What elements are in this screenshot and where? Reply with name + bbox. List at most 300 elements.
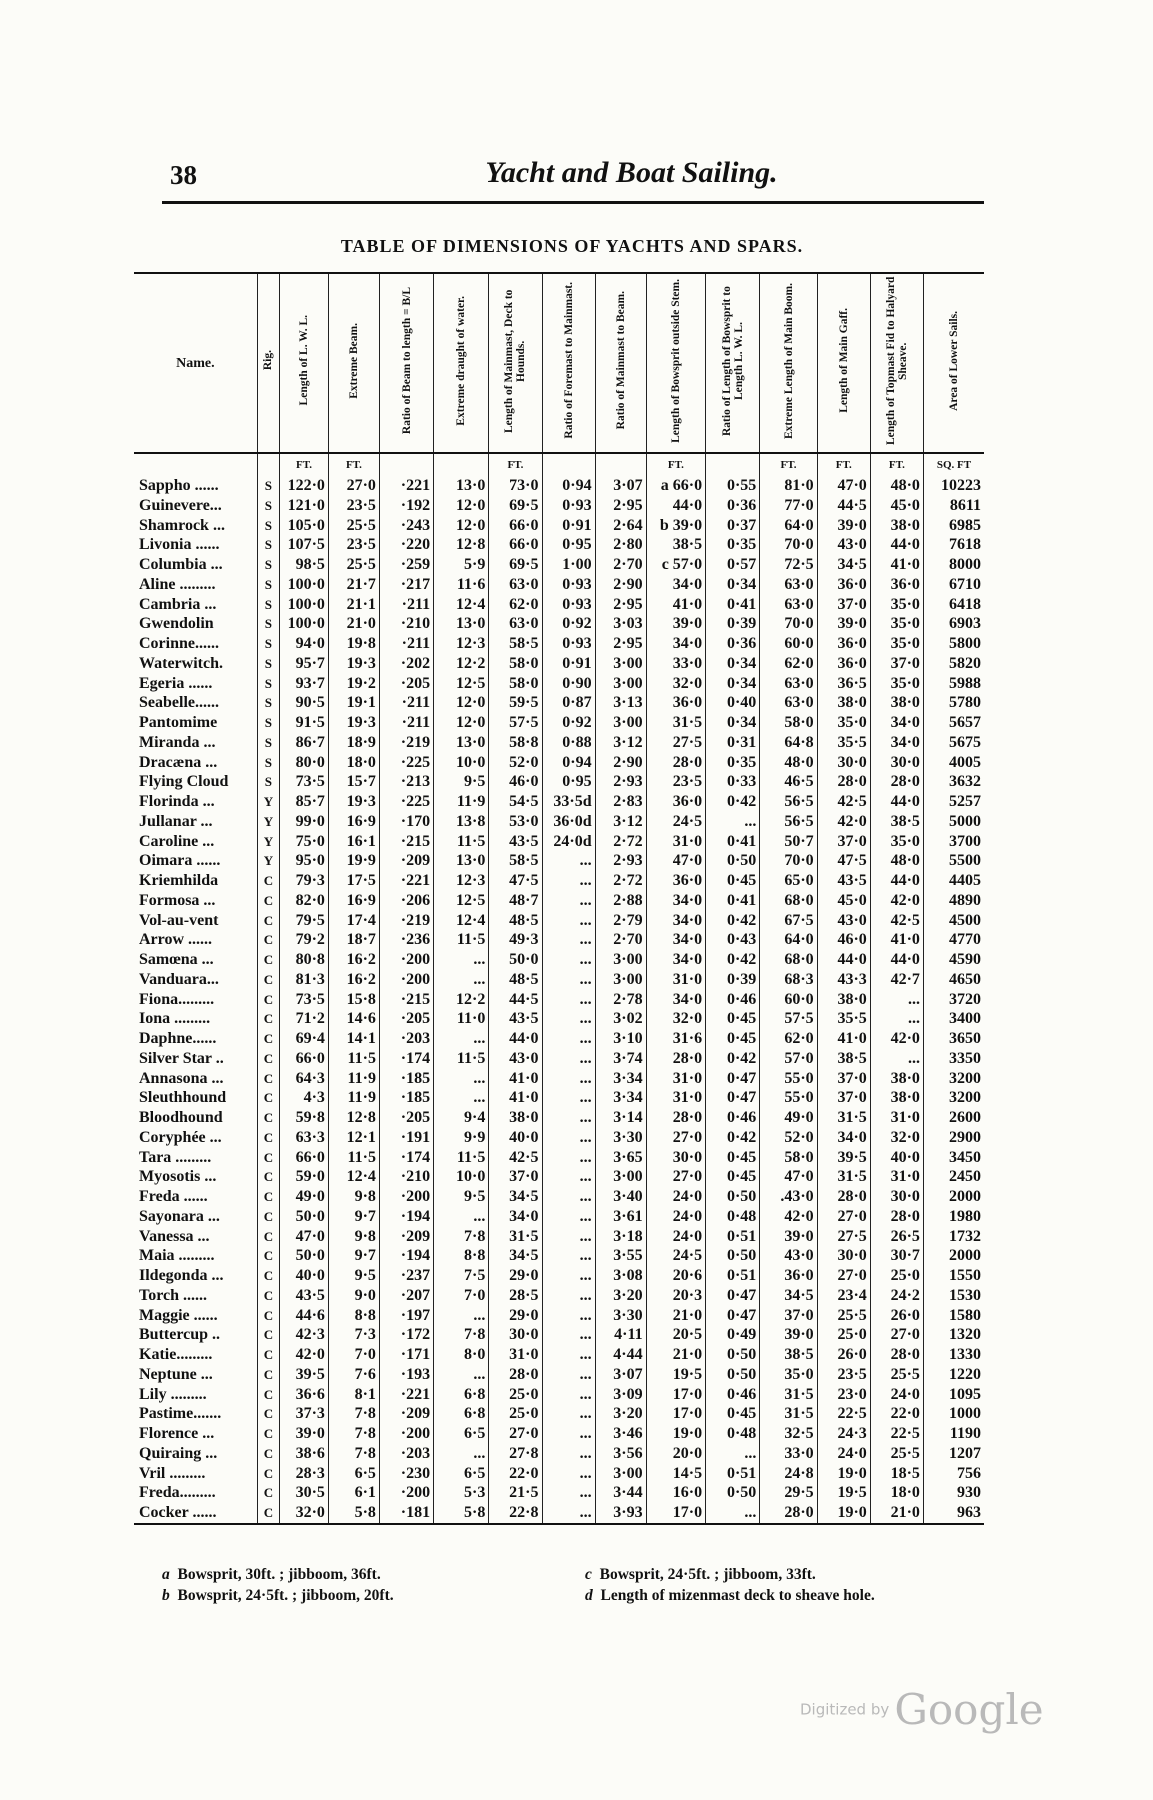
table-cell: 39·0 [646,614,706,634]
table-row [134,1424,984,1444]
table-cell: 67·5 [760,911,817,931]
table-cell: 8·8 [434,1246,489,1266]
table-cell: 23·5 [646,772,706,792]
table-cell: 2·95 [595,634,646,654]
table-cell: 50·0 [489,950,542,970]
table-cell: 0·47 [706,1088,760,1108]
table-cell: 41·0 [870,930,923,950]
table-cell: 0·36 [706,634,760,654]
table-cell: ·174 [379,1049,433,1069]
table-cell: 31·6 [646,1029,706,1049]
table-cell: ·211 [379,634,433,654]
rig-cell: S [257,595,279,615]
table-cell: 0·90 [542,674,595,694]
table-cell: 59·0 [280,1167,329,1187]
table-row [134,970,984,990]
table-cell: 28·0 [870,1207,923,1227]
table-cell: 28·0 [870,1345,923,1365]
table-cell: 31·0 [646,970,706,990]
table-cell: ... [542,1385,595,1405]
table-cell: 2600 [923,1108,984,1128]
yacht-name-cell: Pantomime [134,713,257,733]
yacht-name-cell: Guinevere... [134,496,257,516]
table-cell: 22·5 [817,1404,870,1424]
table-cell: 73·5 [280,990,329,1010]
table-cell: 8·8 [328,1306,379,1326]
table-cell: 42·3 [280,1325,329,1345]
table-cell: 39·0 [817,516,870,536]
table-cell: 35·5 [817,1009,870,1029]
rig-cell: C [257,1128,279,1148]
table-cell: 12·3 [434,871,489,891]
table-cell: ·200 [379,970,433,990]
table-cell: 55·0 [760,1069,817,1089]
table-cell: ·243 [379,516,433,536]
table-cell: 25·0 [870,1266,923,1286]
yacht-name-cell: Coryphée ... [134,1128,257,1148]
rig-cell: C [257,950,279,970]
rig-cell: C [257,911,279,931]
table-cell: 27·0 [328,476,379,496]
table-row [134,476,984,496]
table-cell: ... [542,950,595,970]
yacht-name-cell: Tara ......... [134,1148,257,1168]
table-cell: 0·94 [542,753,595,773]
table-cell: 41·0 [489,1069,542,1089]
column-header: Length of Main Gaff. [817,273,870,453]
table-cell: ... [542,1069,595,1089]
table-cell: ·210 [379,614,433,634]
table-cell: 100·0 [280,575,329,595]
table-row [134,516,984,536]
page-number: 38 [170,160,197,190]
yacht-name-cell: Freda......... [134,1483,257,1503]
table-cell: 36·6 [280,1385,329,1405]
table-cell: 58·5 [489,634,542,654]
yacht-name-cell: Bloodhound [134,1108,257,1128]
table-cell: 28·0 [646,1049,706,1069]
table-cell: 0·93 [542,496,595,516]
table-cell: 7·8 [328,1424,379,1444]
table-cell: 64·8 [760,733,817,753]
table-cell: 55·0 [760,1088,817,1108]
table-cell: 34·0 [646,930,706,950]
unit-cell: FT. [646,453,706,476]
table-cell: 6·5 [434,1424,489,1444]
table-cell: 0·34 [706,654,760,674]
table-cell: 57·5 [489,713,542,733]
table-cell: 0·50 [706,851,760,871]
table-cell: 5820 [923,654,984,674]
table-cell: 42·0 [870,891,923,911]
table-cell: 2·72 [595,871,646,891]
yacht-name-cell: Maggie ...... [134,1306,257,1326]
table-row [134,772,984,792]
table-cell: 59·5 [489,693,542,713]
column-header: Length of Topmast Fid to Halyard Sheave. [870,273,923,453]
table-cell: ·203 [379,1444,433,1464]
yacht-name-cell: Cambria ... [134,595,257,615]
table-cell: 0·42 [706,911,760,931]
table-cell: 0·35 [706,753,760,773]
table-cell: 11·5 [434,1148,489,1168]
table-cell: 23·5 [328,496,379,516]
column-header: Length of L. W. L. [280,273,329,453]
table-cell: 37·3 [280,1404,329,1424]
table-cell: 24·5 [646,1246,706,1266]
table-cell: 0·35 [706,535,760,555]
unit-cell: FT. [489,453,542,476]
table-cell: 58·0 [489,674,542,694]
table-cell: 6·5 [328,1464,379,1484]
table-cell: 29·0 [489,1306,542,1326]
table-cell: 0·42 [706,950,760,970]
table-cell: 10·0 [434,753,489,773]
yacht-name-cell: Formosa ... [134,891,257,911]
table-cell: 14·5 [646,1464,706,1484]
table-cell: 0·87 [542,693,595,713]
rig-cell: C [257,1404,279,1424]
table-cell: ... [706,1444,760,1464]
table-cell: 33·5d [542,792,595,812]
table-cell: ·225 [379,792,433,812]
table-cell: 19·2 [328,674,379,694]
table-cell: 7·0 [434,1286,489,1306]
yacht-name-cell: Vril ......... [134,1464,257,1484]
table-cell: 27·0 [870,1325,923,1345]
table-cell: 64·0 [760,930,817,950]
table-cell: 25·0 [489,1385,542,1405]
table-cell: 0·51 [706,1227,760,1247]
table-cell: ... [542,1167,595,1187]
yacht-name-cell: Cocker ...... [134,1503,257,1524]
rig-cell: C [257,871,279,891]
table-cell: 73·5 [280,772,329,792]
column-header: Extreme draught of water. [434,273,489,453]
google-watermark: Digitized by Google [800,1685,1044,1734]
table-cell: 19·1 [328,693,379,713]
table-cell: 38·5 [870,812,923,832]
table-cell: 28·3 [280,1464,329,1484]
table-cell: 44·0 [870,535,923,555]
table-cell: 38·5 [817,1049,870,1069]
table-cell: 2·83 [595,792,646,812]
table-cell: 16·2 [328,950,379,970]
table-cell: 63·3 [280,1128,329,1148]
table-row [134,1246,984,1266]
table-cell: 2·88 [595,891,646,911]
table-cell: 44·5 [817,496,870,516]
rig-cell: C [257,1266,279,1286]
rig-cell: C [257,930,279,950]
table-cell: ·181 [379,1503,433,1524]
table-cell: 39·0 [817,614,870,634]
table-cell: 38·0 [489,1108,542,1128]
table-cell: 16·9 [328,891,379,911]
table-row [134,1483,984,1503]
table-cell: 4890 [923,891,984,911]
table-cell: 24·0 [870,1385,923,1405]
table-cell: 18·7 [328,930,379,950]
table-cell: 52·0 [760,1128,817,1148]
table-cell: 41·0 [489,1088,542,1108]
table-cell: 17·4 [328,911,379,931]
table-body [134,453,984,1524]
table-cell: 28·0 [870,772,923,792]
table-cell: 3200 [923,1069,984,1089]
table-cell: 12·0 [434,496,489,516]
table-cell: 35·5 [817,733,870,753]
yacht-name-cell: Caroline ... [134,832,257,852]
table-cell: ... [542,1187,595,1207]
table-cell: 93·7 [280,674,329,694]
table-cell: c 57·0 [646,555,706,575]
table-cell: 31·5 [817,1167,870,1187]
table-cell: 68·0 [760,950,817,970]
rig-cell: S [257,496,279,516]
table-cell: 37·0 [817,1069,870,1089]
table-cell: 62·0 [760,654,817,674]
table-row [134,634,984,654]
table-cell: 48·7 [489,891,542,911]
yacht-name-cell: Vol-au-vent [134,911,257,931]
table-cell: 3400 [923,1009,984,1029]
table-cell: 24·2 [870,1286,923,1306]
table-cell: 12·0 [434,713,489,733]
yacht-name-cell: Dracæna ... [134,753,257,773]
table-cell: 3·65 [595,1148,646,1168]
table-cell: ... [542,1108,595,1128]
table-cell: 42·0 [870,1029,923,1049]
yacht-name-cell: Sappho ...... [134,476,257,496]
table-cell: 12·4 [328,1167,379,1187]
table-cell: 930 [923,1483,984,1503]
table-row [134,1345,984,1365]
table-cell: 36·0 [646,693,706,713]
table-cell: 63·0 [760,674,817,694]
table-cell: 12·5 [434,891,489,911]
table-cell: 36·0 [870,575,923,595]
rig-cell: C [257,1088,279,1108]
rig-cell: Y [257,832,279,852]
table-cell: 58·0 [489,654,542,674]
table-row [134,1049,984,1069]
yacht-name-cell: Lily ......... [134,1385,257,1405]
table-cell: 0·33 [706,772,760,792]
table-cell: 3·00 [595,674,646,694]
table-cell: ... [542,990,595,1010]
table-cell: ·215 [379,990,433,1010]
table-cell: 3350 [923,1049,984,1069]
table-cell: 28·0 [646,753,706,773]
table-cell: 31·0 [646,1088,706,1108]
table-cell: 40·0 [870,1148,923,1168]
table-cell: 44·0 [870,950,923,970]
table-cell: 9·5 [434,772,489,792]
table-cell: ... [434,970,489,990]
table-cell: 58·8 [489,733,542,753]
table-cell: 105·0 [280,516,329,536]
rig-cell: S [257,693,279,713]
table-cell: 62·0 [489,595,542,615]
table-cell: 37·0 [817,595,870,615]
table-cell: 63·0 [760,595,817,615]
table-cell: 0·47 [706,1286,760,1306]
table-cell: 21·0 [646,1345,706,1365]
table-cell: ... [542,930,595,950]
table-cell: ... [542,1246,595,1266]
table-row [134,1325,984,1345]
table-cell: 0·93 [542,595,595,615]
table-cell: 9·5 [328,1266,379,1286]
table-cell: 30·0 [646,1148,706,1168]
table-cell: 3200 [923,1088,984,1108]
unit-cell [379,453,433,476]
yacht-name-cell: Daphne...... [134,1029,257,1049]
table-cell: 90·5 [280,693,329,713]
column-header: Name. [134,273,257,453]
table-cell: 17·0 [646,1404,706,1424]
table-row [134,911,984,931]
table-cell: 95·7 [280,654,329,674]
rig-cell: C [257,1029,279,1049]
table-cell: 49·3 [489,930,542,950]
table-cell: 1732 [923,1227,984,1247]
rig-cell: Y [257,792,279,812]
table-cell: 0·31 [706,733,760,753]
table-cell: 2·90 [595,753,646,773]
rig-cell: C [257,1148,279,1168]
table-cell: 1980 [923,1207,984,1227]
table-cell: 47·0 [817,476,870,496]
table-cell: 48·0 [870,851,923,871]
table-cell: 25·5 [870,1365,923,1385]
table-cell: 27·8 [489,1444,542,1464]
table-cell: 11·9 [328,1069,379,1089]
table-cell: 44·0 [646,496,706,516]
rig-cell: Y [257,812,279,832]
table-cell: ·193 [379,1365,433,1385]
table-cell: 35·0 [760,1365,817,1385]
table-cell: 12·5 [434,674,489,694]
table-cell: 72·5 [760,555,817,575]
table-cell: 9·7 [328,1207,379,1227]
table-cell: 19·9 [328,851,379,871]
table-cell: ·221 [379,1385,433,1405]
table-cell: 47·0 [280,1227,329,1247]
table-cell: 2·95 [595,595,646,615]
rig-cell: S [257,535,279,555]
table-cell: ... [434,1029,489,1049]
table-cell: 3720 [923,990,984,1010]
table-row [134,1444,984,1464]
table-cell: 0·46 [706,1108,760,1128]
table-cell: 0·45 [706,1404,760,1424]
table-cell: ·237 [379,1266,433,1286]
table-cell: 19·3 [328,713,379,733]
table-cell: 756 [923,1464,984,1484]
table-cell: 17·5 [328,871,379,891]
table-cell: 22·0 [870,1404,923,1424]
table-cell: 47·5 [817,851,870,871]
table-cell: 65·0 [760,871,817,891]
table-cell: 3·03 [595,614,646,634]
table-cell: 2450 [923,1167,984,1187]
table-cell: 19·3 [328,654,379,674]
table-cell: 21·7 [328,575,379,595]
table-cell: 34·0 [646,950,706,970]
table-cell: 11·0 [434,1009,489,1029]
table-row [134,1266,984,1286]
table-cell: ·209 [379,1227,433,1247]
table-cell: ·219 [379,733,433,753]
table-cell: ·170 [379,812,433,832]
table-cell: ·211 [379,693,433,713]
table-cell: 58·0 [760,713,817,733]
table-cell: 0·39 [706,970,760,990]
column-header: Extreme Beam. [328,273,379,453]
table-cell: 20·6 [646,1266,706,1286]
table-cell: ·236 [379,930,433,950]
table-cell: 31·5 [489,1227,542,1247]
table-cell: 0·94 [542,476,595,496]
table-row [134,1207,984,1227]
table-row [134,1227,984,1247]
table-cell: ·194 [379,1207,433,1227]
table-cell: ·221 [379,476,433,496]
table-cell: 9·7 [328,1246,379,1266]
unit-cell: FT. [870,453,923,476]
table-cell: 3·00 [595,970,646,990]
table-cell: 40·0 [489,1128,542,1148]
table-cell: 12·4 [434,595,489,615]
table-cell: 57·0 [760,1049,817,1069]
table-cell: 41·0 [646,595,706,615]
table-cell: 95·0 [280,851,329,871]
table-cell: 39·0 [760,1227,817,1247]
table-cell: ... [542,911,595,931]
table-cell: 2000 [923,1246,984,1266]
table-cell: 24·0 [646,1207,706,1227]
table-cell: 0·93 [542,634,595,654]
table-cell: 6·8 [434,1385,489,1405]
table-row [134,535,984,555]
table-row [134,1404,984,1424]
rig-cell: C [257,1385,279,1405]
table-cell: 36·0 [760,1266,817,1286]
table-cell: 16·1 [328,832,379,852]
table-cell: 0·95 [542,772,595,792]
table-cell: ·191 [379,1128,433,1148]
table-cell: 3·20 [595,1404,646,1424]
table-cell: 3·40 [595,1187,646,1207]
table-cell: 0·42 [706,792,760,812]
table-cell: 7·8 [434,1227,489,1247]
table-cell: 3·00 [595,654,646,674]
table-cell: 4·44 [595,1345,646,1365]
table-cell: 73·0 [489,476,542,496]
table-cell: ·194 [379,1246,433,1266]
table-cell: 3700 [923,832,984,852]
table-cell: 34·0 [646,990,706,1010]
yacht-name-cell: Fiona......... [134,990,257,1010]
table-cell: 0·42 [706,1049,760,1069]
table-cell: 25·5 [328,555,379,575]
table-cell: 4590 [923,950,984,970]
table-cell: 6418 [923,595,984,615]
rig-cell: C [257,891,279,911]
table-cell: 14·6 [328,1009,379,1029]
